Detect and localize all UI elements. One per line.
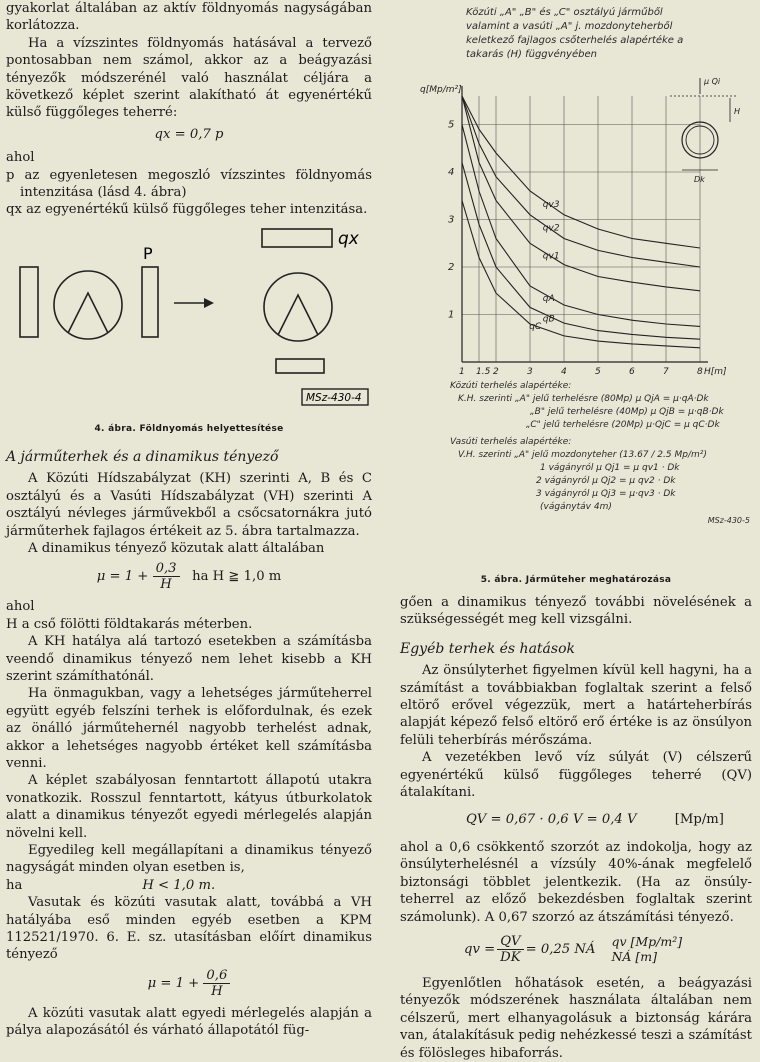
formula-mu2 [6,968,372,999]
load-block-qx [262,229,332,247]
qv-den: DK [500,949,521,965]
inset-label-top: μ Qi [704,77,721,86]
formula-qv-unit: [Mp/m] [674,812,724,828]
x-tick-label: 8 [697,367,703,377]
paragraph: A vezetékben levő víz súlyát (V) célszerű egyenértékű külső függőleges teherré (QV) átalakítani. [400,750,752,801]
y-tick-label: 2 [448,262,455,273]
soil-block-left [20,267,38,337]
series-label-qC: qC [529,321,542,332]
mu1-den: H [160,577,172,593]
pipe-triangle-right [278,295,318,335]
legend-line: 2 vágányról μ Qj2 = μ qv2 · Dk [536,476,676,486]
paragraph: gően a dinamikus tényező további növelésének a szükségességét meg kell vizsgálni. [400,595,752,628]
series-line-qB [462,163,700,340]
load-block-p [142,267,158,337]
formula-qv [466,811,752,828]
paragraph: Egyedileg kell megállapítani a dinamikus tényező nagyságát minden olyan esetben is, [6,843,372,876]
series-label-qv3: qv3 [542,199,560,210]
mu2-den: H [211,983,223,999]
formula-qv-fraction [464,934,752,965]
figure-5-caption: 5. ábra. Járműteher meghatározása [480,575,672,585]
y-tick-label: 3 [448,214,455,226]
x-tick-label: 1 [459,367,465,377]
figure-4-caption: 4. ábra. Földnyomás helyettesítése [94,423,284,434]
qv-unit2: NÁ [m] [611,949,657,965]
y-tick-label: 1 [448,309,455,321]
paragraph: Egyenlőtlen hőhatások esetén, a beágyazási tényezők módszerének használata általában nem célszerű, mert elhanyagolásuk a biztonság kárára van, átalakításuk pedig nehézkessé teszi a számítást és fölösleges hibaforrás. [400,975,752,1061]
legend-line: „B" jelű terhelésre (40Mp) μ QjB = μ·qB·Dk [530,407,724,417]
stamp-text: MSz-430-4 [306,391,362,404]
paragraph: Ha a vízszintes földnyomás hatásával a tervező pontosabban nem számol, akkor az a beágyazási tényezők módszerénél való használat céljára a következő képlet szerint alakítható át egyenértékű külső függőleges teherré: [6,35,372,121]
formula-qv-text: QV = 0,67 · 0,6 V = 0,4 V [466,812,637,828]
qv-units [611,934,682,964]
definition-p: p az egyenletesen megoszló vízszintes földnyomás intenzitása (lásd 4. ábra) [6,167,372,201]
mu2-fraction [203,968,230,999]
x-axis-label: H[m] [704,367,727,377]
y-tick-label: 5 [448,119,455,131]
paragraph: Az önsúlyterhet figyelmen kívül kell hagyni, ha a számítást a továbbiakban foglaltak szerint a felső eltörő erővel végezzük, mert a határteherbírás alapját képező felső eltörő erő értéke is az önsúlyon felüli teherbírás mérőszáma. [400,663,752,748]
series-label-qv2: qv2 [542,223,560,234]
legend-line: K.H. szerinti „A" jelű terhelésre (80Mp) μ QjA = μ·qA·Dk [458,394,709,404]
paragraph: A közúti vasutak alatt egyedi mérlegelés alapján a pálya alapozásától és várható állapotától füg- [6,1005,372,1039]
formula-mu1 [6,561,372,592]
legend-line: Közúti terhelés alapértéke: [450,381,572,391]
support-block [276,359,324,373]
y-axis-label: q[Mp/m²] [420,85,462,95]
mu1-num: 0,3 [153,561,180,577]
qv-unit1: qv [Mp/m²] [611,934,683,950]
legend-line: 3 vágányról μ Qj3 = μ·qv3 · Dk [536,489,676,499]
legend-line: „C" jelű terhelésre (20Mp) μ·QjC = μ qC·Dk [526,420,720,430]
legend-line: V.H. szerinti „A" jelű mozdonyteher (13.67 / 2.5 Mp/m²) [458,450,707,460]
ahol-label: ahol [6,150,35,166]
mu2-lhs: μ = 1 + [147,975,200,991]
mu1-lhs: μ = 1 + [96,569,149,585]
x-tick-label: 5 [595,367,601,377]
paragraph: A Közúti Hídszabályzat (KH) szerinti A, B és C osztályú és a Vasúti Hídszabályzat (VH) szerinti A osztályú névleges járművekből a csőcsatornákra jutó járműterhek fajlagos értékeit az 5. ábra tartalmazza. [6,471,372,539]
qv-rhs: = 0,25 NÁ [525,941,596,957]
figure-5 [400,0,752,594]
paragraph: A KH hatálya alá tartozó esetekben a számításba veendő dinamikus tényező nem lehet kisebb a KH szerint számíthatónál. [6,634,372,684]
pipe-circle-left [54,271,122,339]
formula-qx: qx = 0,7 p [154,126,224,142]
inset-label-dk: Dk [694,175,705,184]
series-label-qB: qB [542,314,555,325]
definition-qx: qx az egyenértékű külső függőleges teher intenzitása. [6,202,368,218]
paragraph: A képlet szabályosan fenntartott állapotú utakra vonatkozik. Rosszul fenntartott, kátyus útburkolatok alatt a dinamikus tényezőt egyedi mérlegelés alapján növelni kell. [6,773,372,841]
section-heading: Egyéb terhek és hatások [400,640,575,657]
series-label-qv1: qv1 [542,251,560,262]
paragraph: A dinamikus tényező közutak alatt általában [28,540,325,556]
figure-4 [6,227,372,441]
mu1-fraction [153,561,180,592]
section-heading: A járműterhek és a dinamikus tényező [6,448,279,465]
definition-h: H a cső fölötti földtakarás méterben. [6,616,253,632]
chart-title: Közúti „A" „B" és „C" osztályú járműből valamint a vasúti „A" j. mozdonyteherből keletkező fajlagos csőterhelés alapértéke a takarás (H) függvényében [466,7,684,60]
figure-4-drawing [6,227,372,427]
arrow-head [204,298,214,308]
mu1-cond: ha H ≧ 1,0 m [192,569,282,585]
ha-cond: H < 1,0 m. [142,877,216,893]
pipe-triangle-left [68,293,108,333]
qv-lhs: qv = [464,941,496,957]
qv-num: QV [497,934,523,950]
condition-line [6,877,372,894]
left-column [6,0,372,1040]
right-column [400,0,752,1062]
legend-line: (vágánytáv 4m) [540,502,612,512]
inset-label-h: H [734,107,741,116]
y-tick-label: 4 [448,167,455,178]
label-p: P [143,243,153,263]
mu2-num: 0,6 [203,968,230,984]
chart-legend [450,380,750,527]
x-tick-label: 3 [527,367,533,377]
qv-fraction [497,934,523,965]
label-qx: qx [338,228,359,249]
chart-stamp: MSz-430-5 [707,516,750,525]
paragraph: ahol a 0,6 csökkentő szorzót az indokolja, hogy az önsúlyterhelésnél a vízsúly 40%-ának megfelelő biztonsági többlet jelentkezik. (Ha az önsúly-teherrel az előző bekezdésben foglaltak szerint számolunk). A 0,67 szorzó az átszámítási tényező. [400,839,752,925]
paragraph: Vasutak és közúti vasutak alatt, továbbá a VH hatályába eső minden egyéb esetben a KPM 112521/1970. 6. E. sz. utasításban előírt dinamikus tényező [6,895,372,963]
pipe-circle-right [264,273,332,341]
x-tick-label: 7 [663,367,669,377]
series-label-qA: qA [542,293,555,304]
x-tick-label: 1.5 [476,367,491,377]
legend-line: Vasúti terhelés alapértéke: [450,437,572,447]
paragraph: gyakorlat általában az aktív földnyomás nagyságában korlátozza. [6,1,372,34]
legend-line: 1 vágányról μ Qj1 = μ qv1 · Dk [540,463,680,473]
series-line-qC [462,201,700,348]
x-tick-label: 4 [561,367,567,377]
paragraph: Ha önmagukban, vagy a lehetséges járműteherrel együtt egyéb felszíni terhek is előfordulnak, és ezek az önálló járműtehernél nagyobb terhelést adnak, akkor a lehetséges nagyobb értéket kell számításba venni. [6,686,372,771]
ahol-label: ahol [6,599,35,615]
x-tick-label: 2 [493,367,499,377]
ha-word: ha [6,877,23,893]
x-tick-label: 6 [629,367,635,377]
